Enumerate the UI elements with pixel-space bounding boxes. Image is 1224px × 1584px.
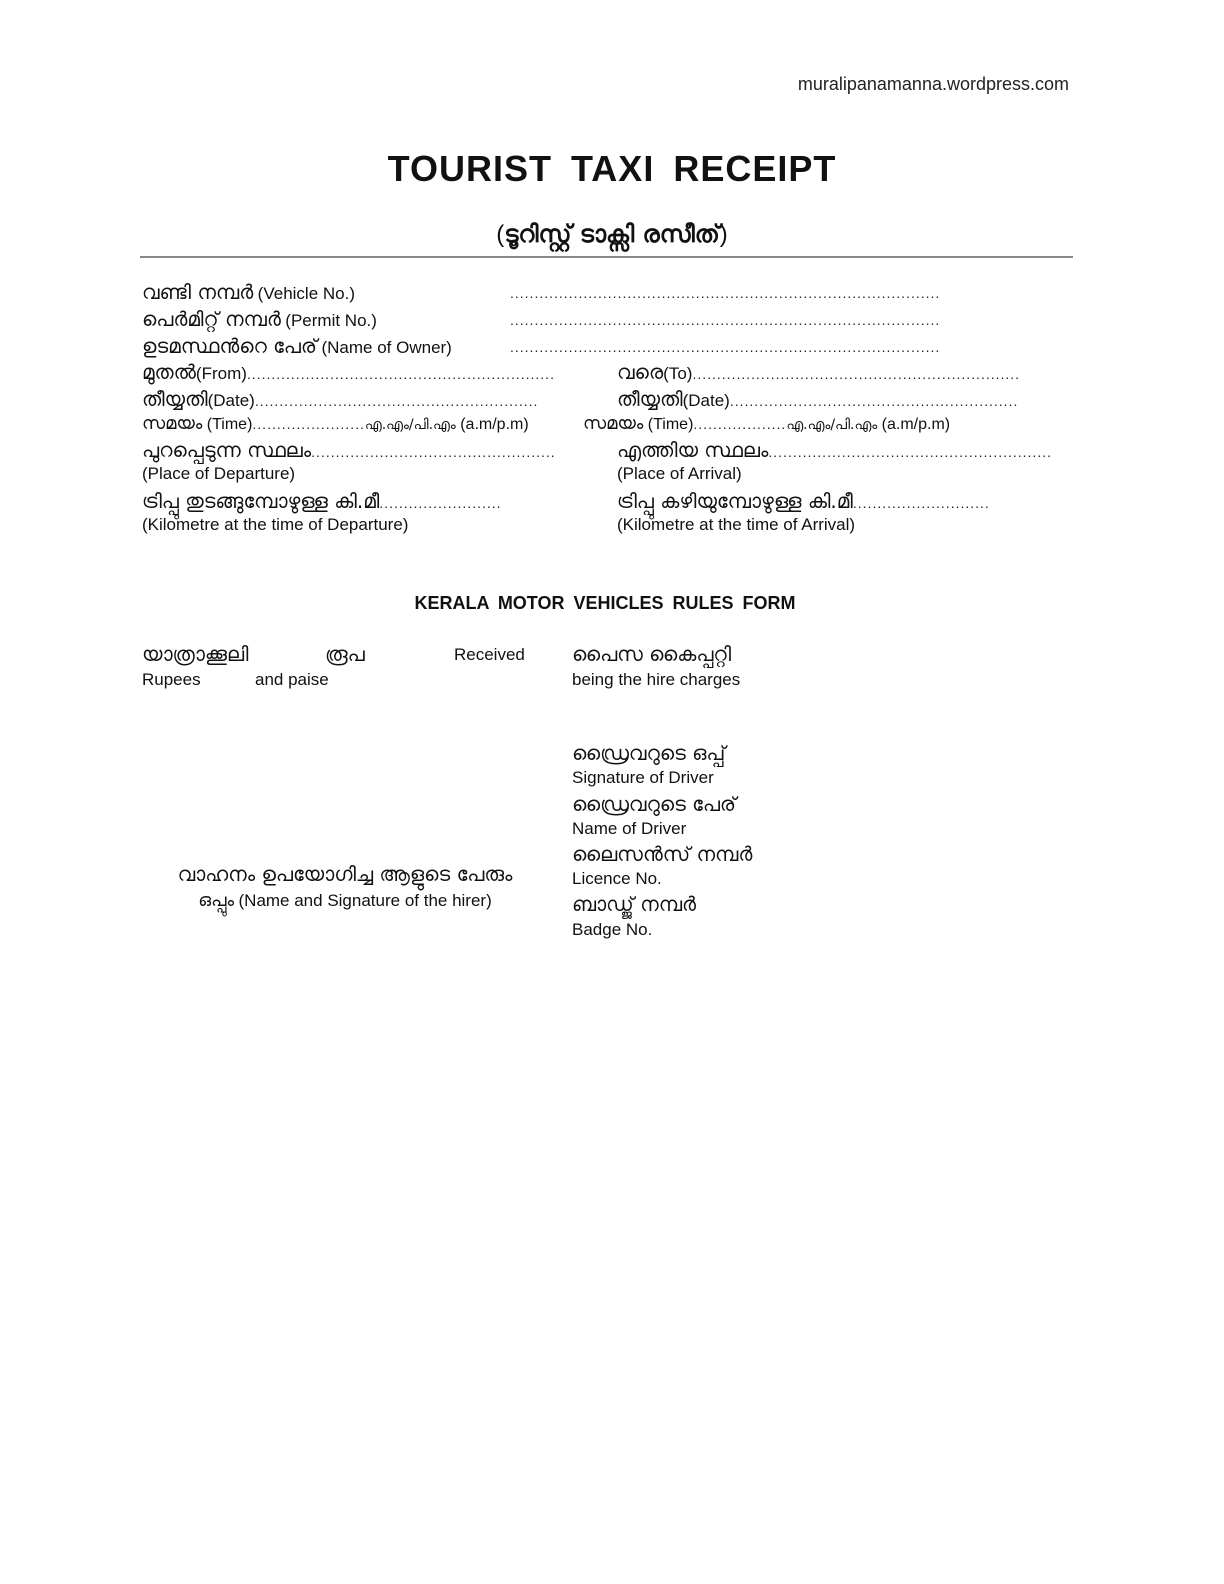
rupees-ml: രൂപ [325,642,365,666]
permit-no-label [142,307,377,331]
hire-charges-en: being the hire charges [572,670,741,689]
arrival-km-en: (Kilometre at the time of Arrival) [617,515,856,534]
to-field[interactable]: ................................................................... [692,366,1021,382]
from-label [142,360,555,384]
arrival-place-ml: എത്തിയ സ്ഥലം [617,438,769,462]
arrival-place-en: (Place of Arrival) [617,464,742,483]
departure-place-en: (Place of Departure) [142,464,296,483]
departure-date-label [142,387,538,411]
arrival-time-field[interactable]: ................... [693,416,787,432]
from-field[interactable]: ............................................................... [246,366,555,382]
header-divider [140,256,1073,258]
arrival-time-en: (Time) [647,416,694,433]
subtitle-close-paren: ) [719,221,728,248]
paise-received-ml: പൈസ കൈപ്പറ്റി [572,642,732,666]
vehicle-no-en: (Vehicle No.) [257,284,355,303]
departure-place-label [142,438,556,462]
arrival-ampm-en: (a.m/p.m) [881,416,951,433]
departure-km-en: (Kilometre at the time of Departure) [142,515,409,534]
arrival-date-field[interactable]: ........................................................... [729,393,1019,409]
vehicle-no-field[interactable]: ........................................................................................ [510,285,941,301]
departure-date-field[interactable]: .......................................................... [254,393,539,409]
hirer-label-en: (Name and Signature of the hirer) [238,891,492,910]
arrival-ampm-ml: എ.എം/പി.എം [786,417,878,433]
departure-ampm-ml: എ.എം/പി.എം [364,417,456,433]
to-label [617,360,1020,384]
driver-signature-ml: ഡ്രൈവറുടെ ഒപ്പ് [572,741,726,765]
and-paise-en: and paise [255,670,329,689]
received-label: Received [454,645,525,664]
departure-time-row [142,413,529,434]
licence-no-en: Licence No. [572,869,662,888]
departure-date-en: (Date) [207,391,255,410]
departure-km-field[interactable]: ......................... [379,495,502,511]
driver-signature-en: Signature of Driver [572,768,714,787]
badge-no-en: Badge No. [572,920,653,939]
departure-time-en: (Time) [206,416,253,433]
departure-ampm-en: (a.m/p.m) [460,416,529,433]
departure-time-field[interactable]: ....................... [252,416,365,432]
to-ml: വരെ [617,360,664,384]
to-en: (To) [663,364,693,383]
arrival-date-ml: തീയ്യതി [617,387,683,411]
departure-place-ml: പുറപ്പെടുന്ന സ്ഥലം [142,438,312,462]
arrival-date-label [617,387,1018,411]
permit-no-ml: പെർമിറ്റ് നമ്പർ [142,307,281,331]
rupees-en: Rupees [142,670,201,689]
from-en: (From) [195,364,247,383]
departure-place-field[interactable]: .................................................. [311,444,556,460]
departure-km-label [142,489,502,513]
from-ml: മുതൽ [142,360,196,384]
owner-name-ml: ഉടമസ്ഥൻറെ പേര് [142,334,318,358]
vehicle-no-label [142,280,355,304]
driver-name-ml: ഡ്രൈവറുടെ പേര് [572,792,737,816]
arrival-time-ml: സമയം [583,413,644,434]
vehicle-no-ml: വണ്ടി നമ്പർ [142,280,254,304]
hirer-label-line2 [140,890,550,911]
owner-name-en: (Name of Owner) [321,338,452,357]
arrival-km-label [617,489,990,513]
subtitle-open-paren: ( [496,221,505,248]
driver-name-en: Name of Driver [572,819,687,838]
owner-name-label [142,334,452,358]
licence-no-ml: ലൈസൻസ് നമ്പർ [572,842,753,866]
badge-no-ml: ബാഡ്ജ് നമ്പർ [572,892,697,916]
form-heading: KERALA MOTOR VEHICLES RULES FORM [414,593,796,613]
page-subtitle [0,220,1224,249]
arrival-date-en: (Date) [682,391,730,410]
fare-ml: യാത്രാക്കൂലി [142,642,249,666]
departure-km-ml: ട്രിപ്പു തുടങ്ങുമ്പോഴുള്ള കി.മീ [142,489,380,513]
page-title: TOURIST TAXI RECEIPT [387,148,837,189]
hirer-sign-ml: ഒപ്പും [198,890,235,911]
departure-time-ml: സമയം [142,413,203,434]
owner-name-field[interactable]: ........................................................................................ [510,339,941,355]
subtitle-malayalam: ടൂറിസ്റ്റ് ടാക്സി രസീത് [504,220,720,248]
hirer-label-ml: വാഹനം ഉപയോഗിച്ച ആളുടെ പേരും [177,862,513,886]
departure-date-ml: തീയ്യതി [142,387,208,411]
arrival-place-label [617,438,1052,462]
arrival-km-field[interactable]: ............................ [852,495,990,511]
arrival-km-ml: ട്രിപ്പു കഴിയുമ്പോഴുള്ള കി.മീ [617,489,853,513]
website-url: muralipanamanna.wordpress.com [797,74,1069,94]
arrival-time-row [583,413,950,434]
permit-no-en: (Permit No.) [285,311,377,330]
arrival-place-field[interactable]: .......................................................... [768,444,1052,460]
permit-no-field[interactable]: ........................................................................................ [510,312,941,328]
